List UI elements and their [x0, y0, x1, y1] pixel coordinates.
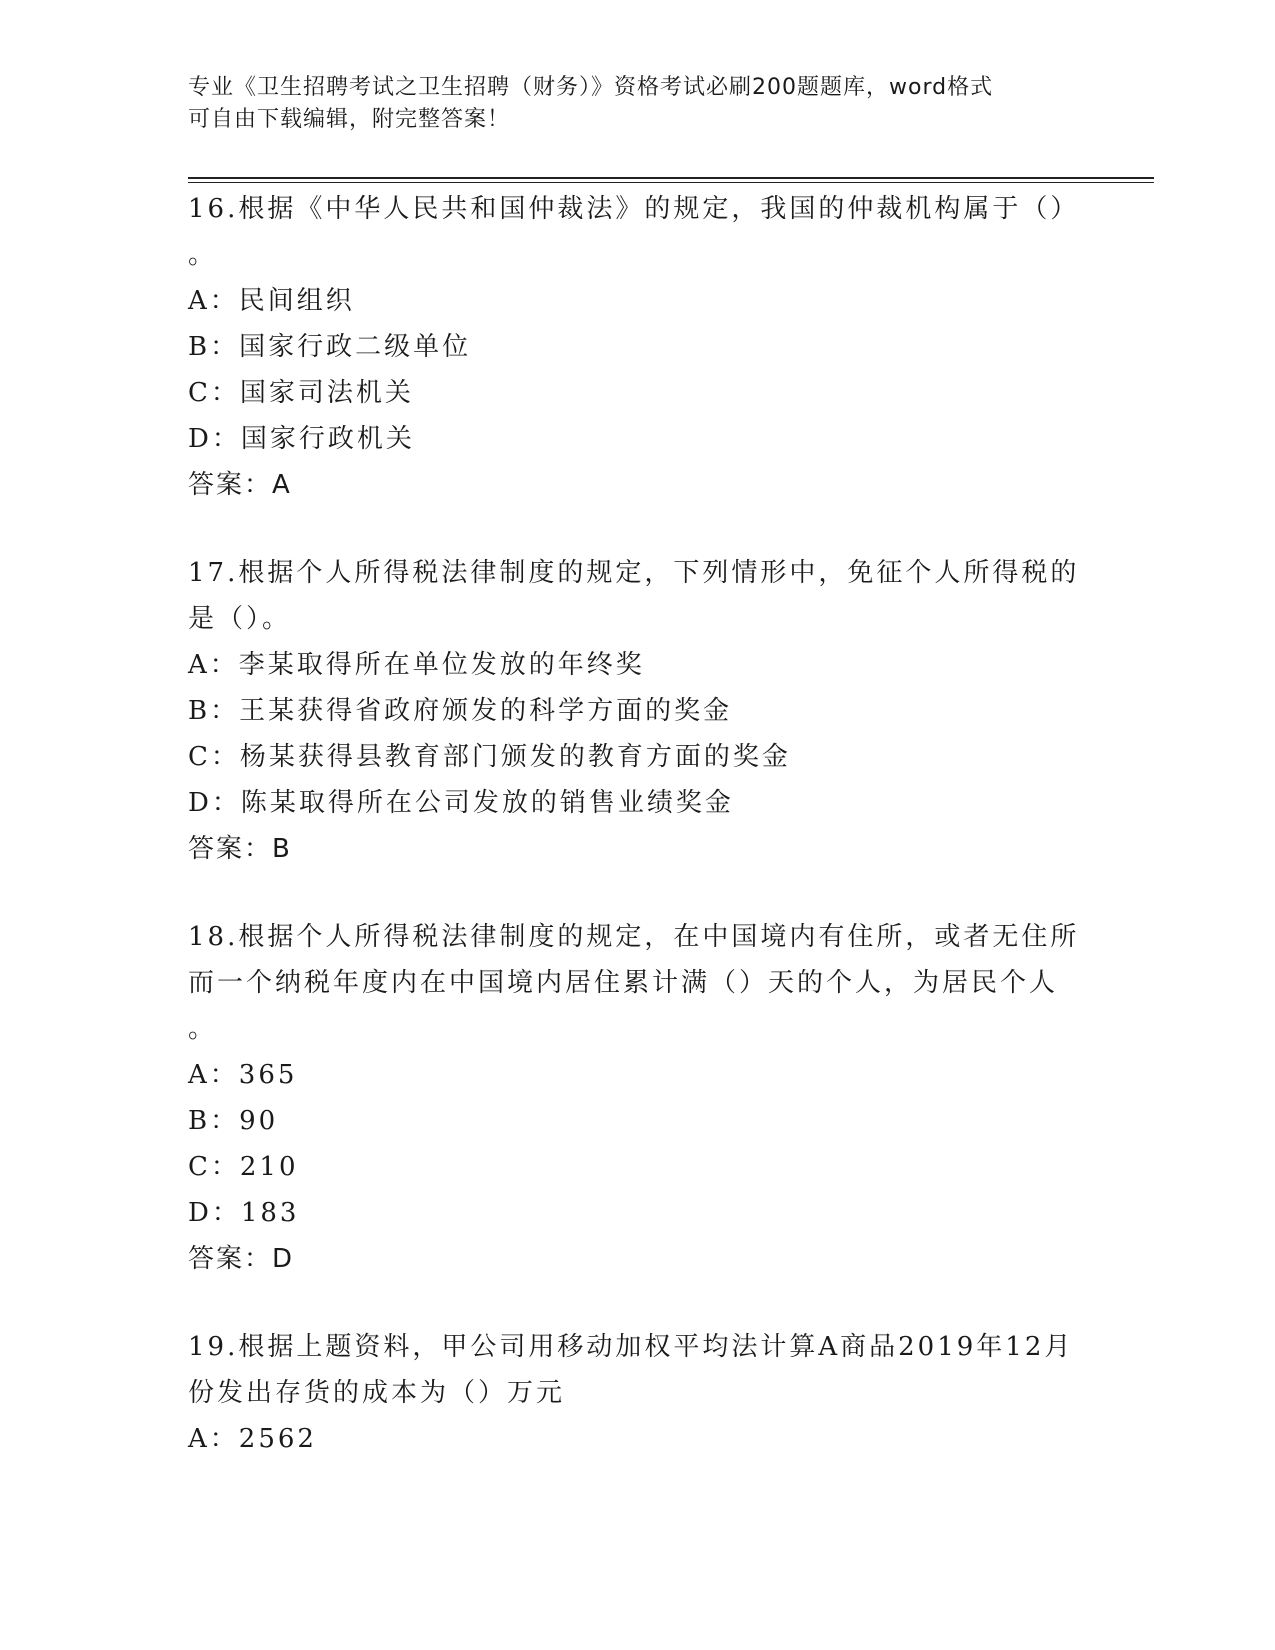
option-d: D：陈某取得所在公司发放的销售业绩奖金 — [188, 788, 734, 818]
question-stem: 17.根据个人所得税法律制度的规定，下列情形中，免征个人所得税的 — [188, 558, 1080, 588]
option-c: C：杨某获得县教育部门颁发的教育方面的奖金 — [188, 742, 791, 772]
question-stem: 18.根据个人所得税法律制度的规定，在中国境内有住所，或者无住所 — [188, 922, 1080, 952]
answer: 答案：A — [188, 470, 292, 500]
question-19 — [188, 1324, 1088, 1462]
header-title-line-1: 专业《卫生招聘考试之卫生招聘（财务）》资格考试必刷200题题库，word格式 — [188, 75, 994, 100]
document-header — [188, 72, 1088, 136]
option-a: A：李某取得所在单位发放的年终奖 — [188, 650, 645, 680]
question-stem: 。 — [188, 1014, 218, 1044]
option-d: D：183 — [188, 1198, 300, 1228]
option-a: A：2562 — [188, 1424, 317, 1454]
option-c: C：210 — [188, 1152, 299, 1182]
header-divider-thick — [188, 177, 1154, 179]
option-a: A：民间组织 — [188, 286, 355, 316]
option-d: D：国家行政机关 — [188, 424, 415, 454]
option-b: B：90 — [188, 1106, 279, 1136]
question-stem: 19.根据上题资料，甲公司用移动加权平均法计算A商品2019年12月 — [188, 1332, 1074, 1362]
header-title-line-2: 可自由下载编辑，附完整答案！ — [188, 107, 511, 132]
question-16 — [188, 186, 1088, 508]
question-list — [188, 186, 1088, 1462]
option-a: A：365 — [188, 1060, 298, 1090]
option-b: B：国家行政二级单位 — [188, 332, 472, 362]
answer: 答案：B — [188, 834, 292, 864]
question-stem: 而一个纳税年度内在中国境内居住累计满（）天的个人，为居民个人 — [188, 968, 1059, 998]
header-divider-thin — [188, 182, 1154, 183]
question-stem: 。 — [188, 240, 218, 270]
answer: 答案：D — [188, 1244, 295, 1274]
question-17 — [188, 550, 1088, 872]
question-stem: 份发出存货的成本为（）万元 — [188, 1378, 566, 1408]
question-18 — [188, 914, 1088, 1282]
question-stem: 是（）。 — [188, 604, 292, 634]
question-stem: 16.根据《中华人民共和国仲裁法》的规定，我国的仲裁机构属于（） — [188, 194, 1080, 224]
option-b: B：王某获得省政府颁发的科学方面的奖金 — [188, 696, 733, 726]
option-c: C：国家司法机关 — [188, 378, 414, 408]
